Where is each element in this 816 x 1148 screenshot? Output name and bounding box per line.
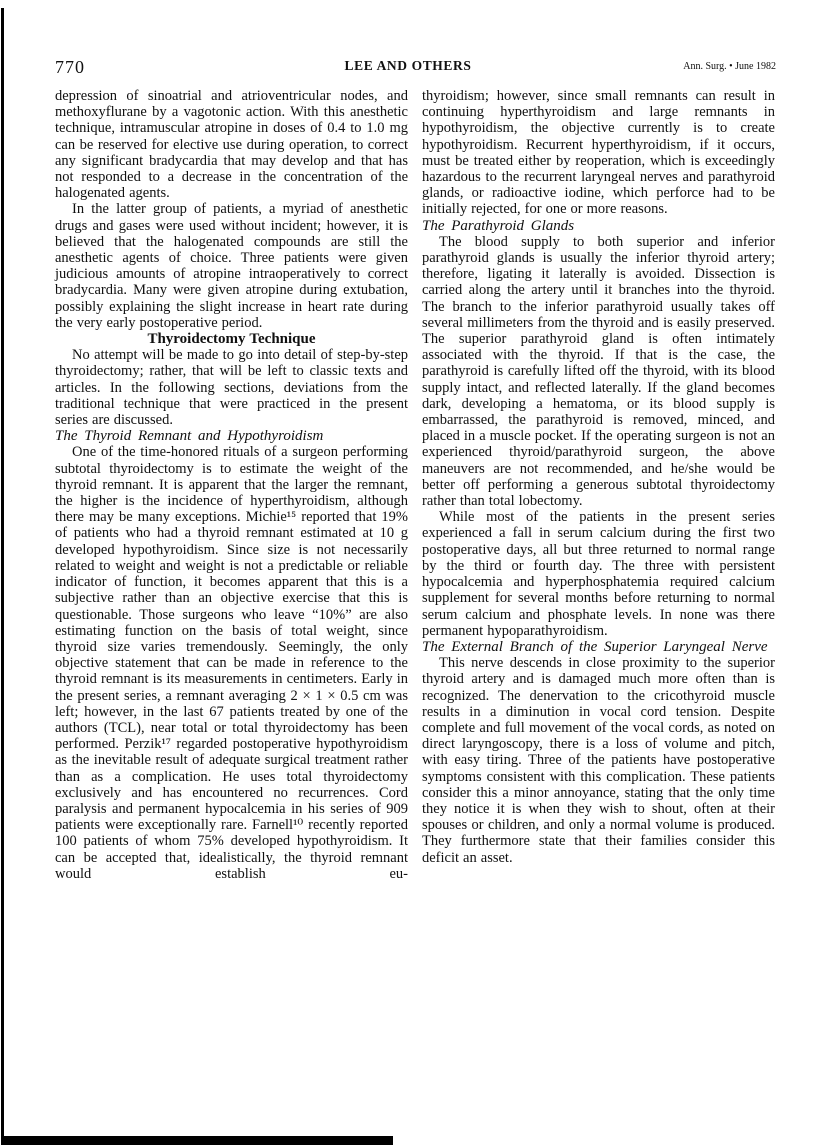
subsection-heading: The Thyroid Remnant and Hypothyroidism: [55, 428, 324, 445]
running-title: LEE AND OTHERS: [344, 58, 472, 73]
paragraph: The blood supply to both superior and inferior parathyroid glands is usually the inferior thyroid artery; therefore, ligating it laterally is avoided. Dissection is carried along the artery until it branches into the thyroid. The branch to the inferior parathyroid usually takes off several millimeters from the thyroid and is easily preserved. The superior parathyroid gland is often intimately associated with the thyroid. If that is the case, the parathyroid is carefully lifted off the thyroid, with its blood supply intact, and reflected laterally. If the gland becomes dark, developing a hematoma, or its blood supply is embarrassed, the parathyroid is removed, minced, and placed in a muscle pocket. If the operating surgeon is not an experienced thyroid/parathyroid surgeon, the above maneuvers are not recommended, and he/she would be better off performing a generous subtotal thyroidectomy rather than total lobectomy.: [422, 233, 775, 510]
paragraph: One of the time-honored rituals of a surgeon performing subtotal thyroidectomy is to estimate the weight of the thyroid remnant. It is apparent that the larger the remnant, the higher is the incidence of hyperthyroidism, although there may be many exceptions. Michie¹⁵ reported that 19% of patients who had a thyroid remnant estimated at 10 g developed hypothyroidism. Since size is not necessarily related to weight and weight is not a predictable or reliable indicator of function, it becomes apparent that this is a subjective rather than an objective exercise that this is questionable. Those surgeons who leave “10%” are also estimating function on the basis of total weight, since thyroid size varies tremendously. Seemingly, the only objective statement that can be made in reference to the thyroid remnant is its measurements in centimeters. Early in the present series, a remnant averaging 2 × 1 × 0.5 cm was left; however, in the last 67 patients treated by one of the authors (TCL), near total or total thyroidectomy has been performed. Perzik¹⁷ regarded postoperative hypothyroidism as the inevitable result of adequate surgical treatment rather than as a complication. He uses total thyroidectomy exclusively and has encountered no recurrences. Cord paralysis and permanent hypocalcemia in his series of 909 patients were exceptionally rare. Farnell¹⁰ recently reported 100 patients of whom 75% developed hypothyroidism. It can be accepted that, idealistically, the thyroid remnant would establish eu-: [55, 444, 408, 882]
paragraph: thyroidism; however, since small remnants can result in continuing hyperthyroidism and large remnants in hypothyroidism, the objective currently is to create hypothyroidism. Recurrent hyperthyroidism, if it occurs, must be treated either by reoperation, which is exceedingly hazardous to the recurrent laryngeal nerves and parathyroid glands, or radioactive iodine, which perforce had to be initially rejected, for one or more reasons.: [422, 88, 775, 218]
paragraph: In the latter group of patients, a myriad of anesthetic drugs and gases were used without incident; however, it is believed that the halogenated compounds are still the anesthetic agents of choice. Three patients were given judicious amounts of atropine intraoperatively to correct bradycardia. Many were given atropine during extubation, possibly explaining the slight increase in heart rate during the very early postoperative period.: [55, 201, 408, 331]
left-column: [55, 88, 408, 882]
scan-artifact-bottom-bar: [1, 1136, 393, 1145]
paragraph: depression of sinoatrial and atrioventricular nodes, and methoxyflurane by a vagotonic action. With this anesthetic technique, intramuscular atropine in doses of 0.4 to 1.0 mg can be reserved for elective use during operation, to correct any significant bradycardia that may develop and that has not responded to a decrease in the concentration of the halogenated agents.: [55, 88, 408, 202]
scan-artifact-left-line: [1, 8, 4, 1138]
page-header: [0, 56, 816, 78]
subsection-heading: The Parathyroid Glands: [422, 217, 575, 234]
journal-reference: Ann. Surg. • June 1982: [683, 61, 776, 72]
article-body: [55, 88, 776, 882]
paragraph: This nerve descends in close proximity to the superior thyroid artery and is damaged much more often than is recognized. The denervation to the cricothyroid muscle results in a diminution in vocal cord tension. Despite complete and full movement of the vocal cords, as noted on direct laryngoscopy, there is a loss of volume and pitch, with easy tiring. Three of the patients have postoperative symptoms consistent with this complication. These patients consider this a minor annoyance, stating that the only time they notice it is when they wish to shout, often at their spouses or children, and only a normal volume is produced. They furthermore state that their families consider this deficit an asset.: [422, 655, 775, 866]
page-number: 770: [55, 57, 85, 77]
paragraph: No attempt will be made to go into detail of step-by-step thyroidectomy; rather, that will be left to classic texts and articles. In the following sections, deviations from the traditional technique that were practiced in the present series are discussed.: [55, 347, 408, 429]
section-heading: Thyroidectomy Technique: [147, 331, 316, 348]
paragraph: While most of the patients in the present series experienced a fall in serum calcium during the first two postoperative days, all but three returned to normal range by the third or fourth day. The three with persistent hypocalcemia and hyperphosphatemia required calcium supplement for several months before returning to normal serum calcium and phosphate levels. In none was there permanent hypoparathyroidism.: [422, 509, 775, 639]
right-column: [422, 88, 775, 882]
subsection-heading: The External Branch of the Superior Laryngeal Nerve: [422, 638, 768, 655]
